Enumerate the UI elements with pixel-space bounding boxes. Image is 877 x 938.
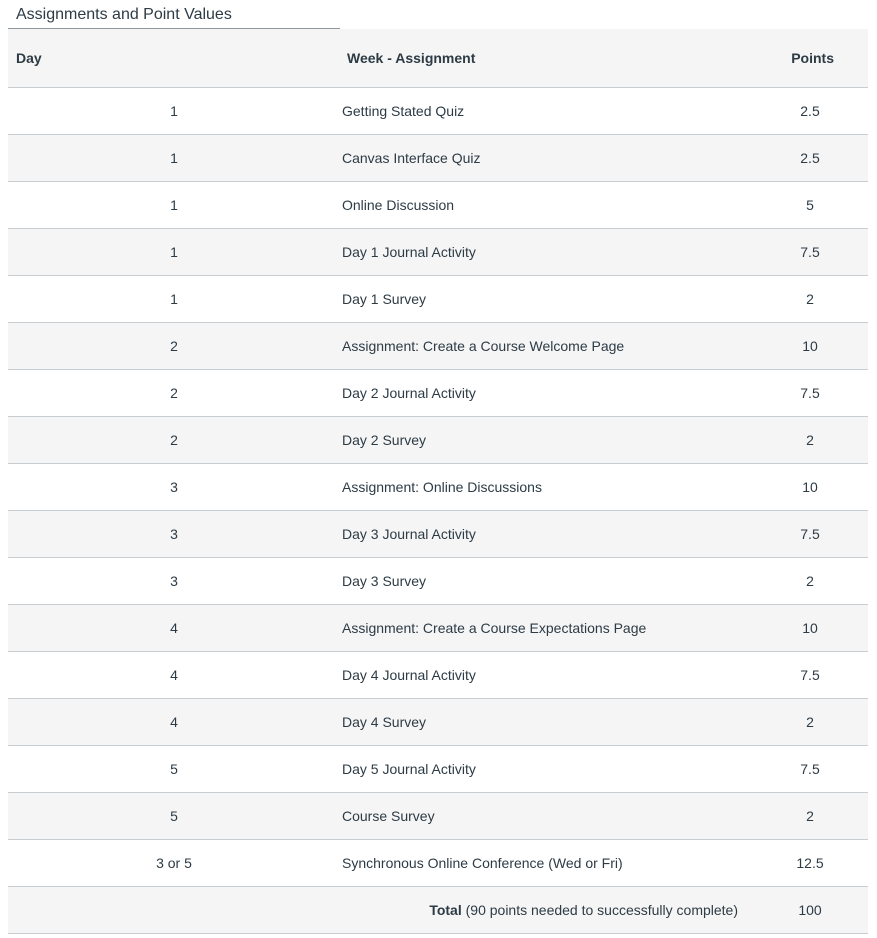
table-header-row [8,29,868,87]
cell-assignment: Day 3 Journal Activity [340,510,750,557]
table-caption [8,0,340,29]
cell-assignment: Course Survey [340,792,750,839]
cell-points: 2 [750,416,868,463]
cell-day: 5 [8,792,340,839]
table-row [8,134,868,181]
cell-points: 7.5 [750,228,868,275]
cell-assignment: Day 1 Journal Activity [340,228,750,275]
table-row [8,510,868,557]
table-row [8,839,868,886]
cell-points: 2.5 [750,134,868,181]
cell-day: 2 [8,416,340,463]
cell-points: 2.5 [750,87,868,134]
cell-points: 7.5 [750,510,868,557]
table-row [8,181,868,228]
table-row [8,416,868,463]
table-row [8,228,868,275]
header-assignment: Week - Assignment [340,29,750,87]
cell-day: 3 or 5 [8,839,340,886]
cell-day: 3 [8,463,340,510]
cell-points: 7.5 [750,745,868,792]
cell-day: 2 [8,322,340,369]
cell-assignment: Day 2 Journal Activity [340,369,750,416]
cell-points: 7.5 [750,651,868,698]
cell-points: 2 [750,557,868,604]
caption-text: Assignments and Point Values [16,6,232,23]
cell-day: 1 [8,275,340,322]
cell-day: 3 [8,557,340,604]
table-row [8,792,868,839]
cell-points: 10 [750,322,868,369]
total-label-cell [340,886,750,933]
total-points: 100 [750,886,868,933]
cell-assignment: Synchronous Online Conference (Wed or Fri) [340,839,750,886]
cell-assignment: Day 4 Journal Activity [340,651,750,698]
cell-points: 10 [750,604,868,651]
total-label: Total [429,901,462,918]
table-row [8,463,868,510]
table-row [8,369,868,416]
cell-points: 5 [750,181,868,228]
assignments-table [8,29,868,934]
cell-day: 4 [8,604,340,651]
cell-assignment: Day 5 Journal Activity [340,745,750,792]
total-note: (90 points needed to successfully complete) [461,901,738,918]
cell-assignment: Day 3 Survey [340,557,750,604]
table-row [8,651,868,698]
cell-assignment: Assignment: Create a Course Expectations Page [340,604,750,651]
cell-assignment: Online Discussion [340,181,750,228]
cell-points: 2 [750,275,868,322]
cell-points: 2 [750,698,868,745]
cell-day: 3 [8,510,340,557]
table-body [8,87,868,933]
header-day: Day [8,29,340,87]
table-row [8,275,868,322]
cell-day: 2 [8,369,340,416]
table-row [8,698,868,745]
cell-points: 12.5 [750,839,868,886]
header-points: Points [750,29,868,87]
cell-day: 1 [8,87,340,134]
cell-points: 2 [750,792,868,839]
cell-assignment: Canvas Interface Quiz [340,134,750,181]
cell-assignment: Day 1 Survey [340,275,750,322]
cell-day: 1 [8,134,340,181]
table-row [8,745,868,792]
table-row [8,87,868,134]
cell-points: 7.5 [750,369,868,416]
cell-assignment: Assignment: Online Discussions [340,463,750,510]
cell-day: 4 [8,698,340,745]
total-empty-cell [8,886,340,933]
total-row [8,886,868,933]
cell-assignment: Day 2 Survey [340,416,750,463]
cell-day: 1 [8,181,340,228]
cell-assignment: Day 4 Survey [340,698,750,745]
cell-day: 5 [8,745,340,792]
cell-assignment: Getting Stated Quiz [340,87,750,134]
table-row [8,322,868,369]
cell-assignment: Assignment: Create a Course Welcome Page [340,322,750,369]
cell-day: 4 [8,651,340,698]
cell-points: 10 [750,463,868,510]
table-row [8,604,868,651]
cell-day: 1 [8,228,340,275]
table-row [8,557,868,604]
